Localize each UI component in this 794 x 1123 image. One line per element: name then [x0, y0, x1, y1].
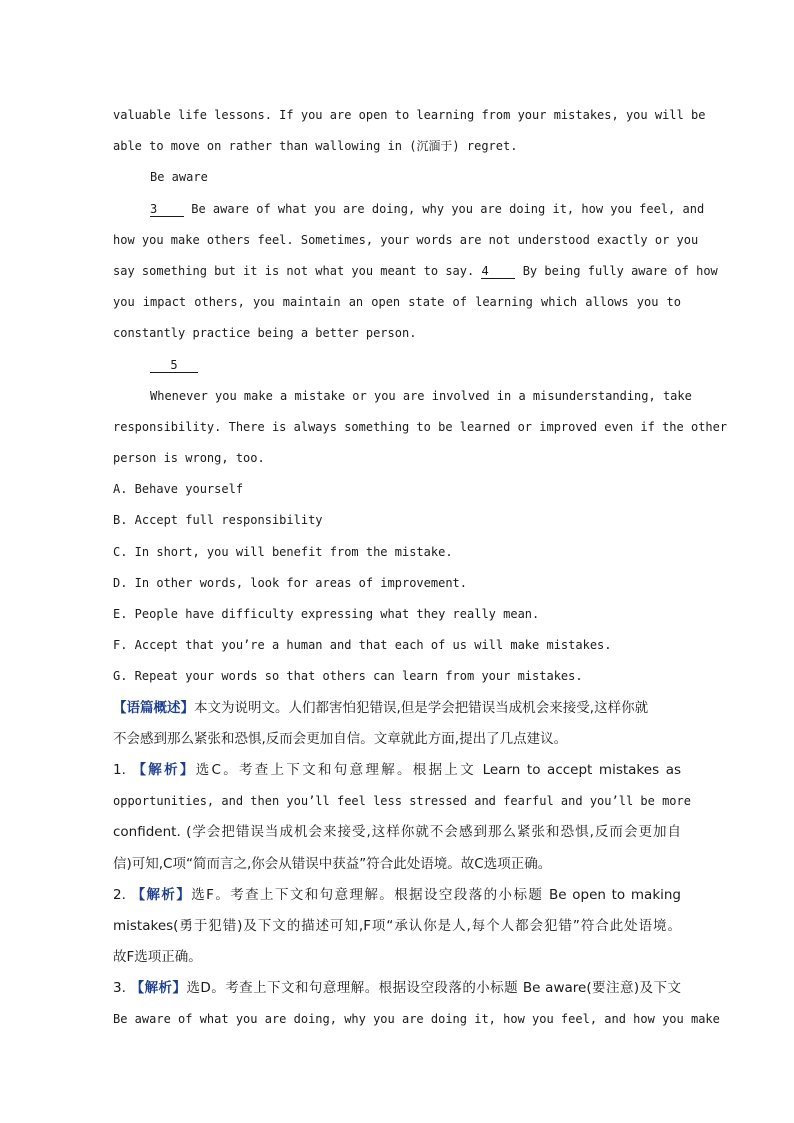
passage-text: Be aware of what you are doing, why you are doing it, how you feel, and [191, 201, 705, 216]
analysis-number: 2. [113, 886, 126, 903]
analysis-number: 1. [113, 761, 126, 778]
option-c: C. In short, you will benefit from the mistake. [113, 544, 453, 559]
document-page [113, 100, 728, 1036]
analysis-line: mistakes(勇于犯错)及下文的描述可知,F项“承认你是人,每个人都会犯错”符合此处语境。 [113, 917, 681, 934]
analysis-line: opportunities, and then you’ll feel less stressed and fearful and you’ll be more [113, 794, 691, 809]
blank-3: 3 [150, 202, 184, 217]
analysis-line [113, 973, 681, 1004]
passage-line: you impact others, you maintain an open state of learning which allows you to [113, 295, 681, 310]
passage-line: responsibility. There is always something to be learned or improved even if the other [113, 419, 728, 434]
analysis-line: Be aware of what you are doing, why you are doing it, how you feel, and how you make [113, 1012, 720, 1027]
blank-5: 5 [150, 358, 198, 373]
option-e: E. People have difficulty expressing what they really mean. [113, 607, 540, 621]
analysis-line [113, 755, 681, 786]
summary-text: 本文为说明文。人们都害怕犯错误,但是学会把错误当成机会来接受,这样你就 [194, 699, 649, 716]
section-heading-be-aware: Be aware [150, 170, 208, 185]
passage-line: valuable life lessons. If you are open to learning from your mistakes, you will be [113, 108, 706, 122]
analysis-line: 故F选项正确。 [113, 949, 202, 966]
analysis-line: confident. (学会把错误当成机会来接受,这样你就不会感到那么紧张和恐惧,反而会更加自 [113, 824, 681, 841]
blank-4: 4 [481, 264, 515, 279]
analysis-tag: 【解析】 [131, 886, 192, 903]
analysis-text: 选F。考查上下文和句意理解。根据设空段落的小标题 Be open to making [191, 886, 682, 903]
analysis-tag: 【解析】 [130, 980, 187, 997]
passage-line: how you make others feel. Sometimes, your words are not understood exactly or you [113, 232, 699, 247]
passage-line: constantly practice being a better person. [113, 326, 417, 341]
passage-text: By being fully aware of how [522, 263, 718, 278]
option-b: B. Accept full responsibility [113, 513, 323, 528]
analysis-text: 选C。考查上下文和句意理解。根据上文 Learn to accept mistakes as [195, 761, 682, 778]
option-f: F. Accept that you’re a human and that each of us will make mistakes. [113, 638, 612, 653]
passage-line [113, 131, 681, 162]
summary-line [113, 693, 681, 724]
passage-line [113, 350, 681, 381]
option-g: G. Repeat your words so that others can learn from your mistakes. [113, 669, 583, 684]
passage-line: person is wrong, too. [113, 451, 265, 466]
summary-line: 不会感到那么紧张和恐惧,反而会更加自信。文章就此方面,提出了几点建议。 [113, 730, 568, 747]
passage-text: say something but it is not what you meant to say. [113, 263, 475, 278]
option-d: D. In other words, look for areas of improvement. [113, 575, 468, 590]
passage-line: Whenever you make a mistake or you are involved in a misunderstanding, take [150, 388, 692, 403]
passage-line [113, 256, 718, 287]
analysis-line: 信)可知,C项“简而言之,你会从错误中获益”符合此处语境。故C选项正确。 [113, 855, 552, 872]
analysis-text: 选D。考查上下文和句意理解。根据设空段落的小标题 Be aware(要注意)及下文 [186, 980, 682, 997]
passage-line [113, 194, 705, 225]
analysis-line [113, 880, 681, 911]
analysis-number: 3. [113, 980, 126, 997]
summary-tag: 【语篇概述】 [113, 699, 194, 716]
analysis-tag: 【解析】 [132, 761, 196, 778]
option-a: A. Behave yourself [113, 482, 244, 497]
passage-text: able to move on rather than wallowing in (沉湎于) regret. [113, 139, 518, 154]
